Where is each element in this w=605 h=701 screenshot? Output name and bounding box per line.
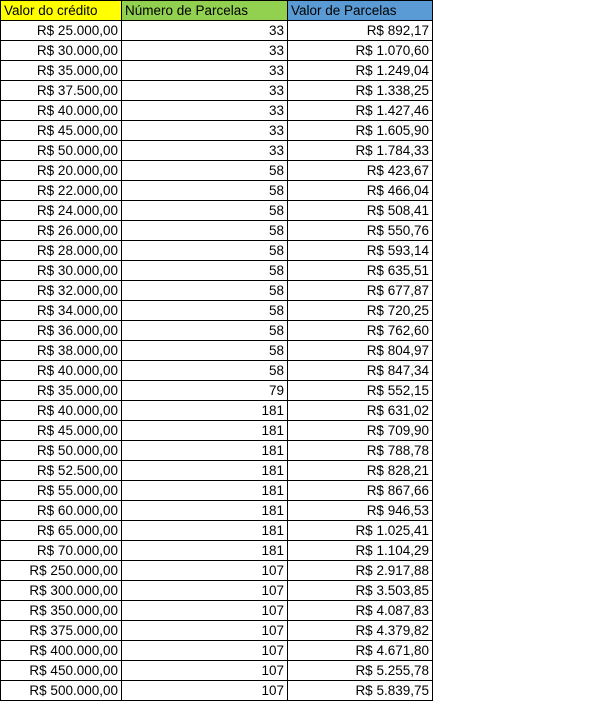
cell-valor-parcela[interactable]: R$ 4.087,83 [288,601,433,621]
table-row [1,641,433,661]
table-row [1,361,433,381]
cell-valor-parcela[interactable]: R$ 720,25 [288,301,433,321]
table-row [1,321,433,341]
cell-numero-parcelas[interactable]: 33 [122,101,288,121]
cell-valor-parcela[interactable]: R$ 709,90 [288,421,433,441]
cell-valor-credito[interactable]: R$ 40.000,00 [1,361,122,381]
cell-valor-credito[interactable]: R$ 65.000,00 [1,521,122,541]
cell-valor-parcela[interactable]: R$ 635,51 [288,261,433,281]
table-row [1,221,433,241]
cell-valor-parcela[interactable]: R$ 423,67 [288,161,433,181]
cell-numero-parcelas[interactable]: 181 [122,461,288,481]
cell-numero-parcelas[interactable]: 107 [122,641,288,661]
cell-valor-parcela[interactable]: R$ 466,04 [288,181,433,201]
cell-numero-parcelas[interactable]: 58 [122,361,288,381]
cell-valor-parcela[interactable]: R$ 631,02 [288,401,433,421]
table-row [1,561,433,581]
cell-valor-credito[interactable]: R$ 35.000,00 [1,61,122,81]
cell-numero-parcelas[interactable]: 33 [122,41,288,61]
cell-valor-parcela[interactable]: R$ 2.917,88 [288,561,433,581]
cell-valor-credito[interactable]: R$ 50.000,00 [1,441,122,461]
cell-valor-credito[interactable]: R$ 52.500,00 [1,461,122,481]
table-row [1,281,433,301]
table-row [1,461,433,481]
cell-numero-parcelas[interactable]: 58 [122,321,288,341]
table-row [1,21,433,41]
cell-valor-credito[interactable]: R$ 55.000,00 [1,481,122,501]
cell-valor-parcela[interactable]: R$ 4.671,80 [288,641,433,661]
cell-numero-parcelas[interactable]: 58 [122,221,288,241]
cell-valor-credito[interactable]: R$ 70.000,00 [1,541,122,561]
cell-valor-credito[interactable]: R$ 36.000,00 [1,321,122,341]
cell-valor-credito[interactable]: R$ 28.000,00 [1,241,122,261]
cell-valor-parcela[interactable]: R$ 593,14 [288,241,433,261]
cell-valor-credito[interactable]: R$ 37.500,00 [1,81,122,101]
cell-valor-credito[interactable]: R$ 26.000,00 [1,221,122,241]
table-row [1,441,433,461]
table-row [1,121,433,141]
cell-valor-parcela[interactable]: R$ 1.427,46 [288,101,433,121]
cell-valor-parcela[interactable]: R$ 1.338,25 [288,81,433,101]
cell-valor-parcela[interactable]: R$ 508,41 [288,201,433,221]
cell-valor-credito[interactable]: R$ 450.000,00 [1,661,122,681]
cell-numero-parcelas[interactable]: 181 [122,521,288,541]
cell-valor-parcela[interactable]: R$ 1.784,33 [288,141,433,161]
cell-numero-parcelas[interactable]: 107 [122,621,288,641]
table-row [1,501,433,521]
cell-valor-credito[interactable]: R$ 22.000,00 [1,181,122,201]
cell-numero-parcelas[interactable]: 58 [122,181,288,201]
cell-valor-credito[interactable]: R$ 400.000,00 [1,641,122,661]
cell-valor-parcela[interactable]: R$ 804,97 [288,341,433,361]
cell-valor-parcela[interactable]: R$ 892,17 [288,21,433,41]
cell-numero-parcelas[interactable]: 181 [122,441,288,461]
table-row [1,181,433,201]
header-row [1,1,433,21]
cell-valor-parcela[interactable]: R$ 5.839,75 [288,681,433,701]
cell-valor-parcela[interactable]: R$ 1.605,90 [288,121,433,141]
cell-valor-credito[interactable]: R$ 30.000,00 [1,41,122,61]
cell-numero-parcelas[interactable]: 107 [122,661,288,681]
cell-numero-parcelas[interactable]: 58 [122,161,288,181]
cell-numero-parcelas[interactable]: 79 [122,381,288,401]
table-row [1,681,433,701]
table-row [1,601,433,621]
cell-valor-credito[interactable]: R$ 350.000,00 [1,601,122,621]
cell-numero-parcelas[interactable]: 33 [122,61,288,81]
table-row [1,401,433,421]
cell-numero-parcelas[interactable]: 181 [122,421,288,441]
cell-numero-parcelas[interactable]: 58 [122,261,288,281]
cell-valor-parcela[interactable]: R$ 5.255,78 [288,661,433,681]
cell-valor-credito[interactable]: R$ 300.000,00 [1,581,122,601]
cell-valor-credito[interactable]: R$ 40.000,00 [1,401,122,421]
cell-valor-credito[interactable]: R$ 60.000,00 [1,501,122,521]
table-row [1,421,433,441]
cell-numero-parcelas[interactable]: 181 [122,481,288,501]
cell-numero-parcelas[interactable]: 33 [122,141,288,161]
cell-numero-parcelas[interactable]: 58 [122,201,288,221]
cell-numero-parcelas[interactable]: 33 [122,21,288,41]
cell-valor-credito[interactable]: R$ 250.000,00 [1,561,122,581]
cell-valor-credito[interactable]: R$ 500.000,00 [1,681,122,701]
cell-valor-credito[interactable]: R$ 375.000,00 [1,621,122,641]
cell-valor-parcela[interactable]: R$ 3.503,85 [288,581,433,601]
cell-valor-parcela[interactable]: R$ 946,53 [288,501,433,521]
cell-numero-parcelas[interactable]: 107 [122,681,288,701]
header-valor-de-parcelas[interactable]: Valor de Parcelas [288,1,433,21]
cell-valor-parcela[interactable]: R$ 788,78 [288,441,433,461]
cell-valor-credito[interactable]: R$ 50.000,00 [1,141,122,161]
table-row [1,101,433,121]
cell-valor-credito[interactable]: R$ 34.000,00 [1,301,122,321]
cell-valor-credito[interactable]: R$ 38.000,00 [1,341,122,361]
cell-valor-credito[interactable]: R$ 40.000,00 [1,101,122,121]
cell-numero-parcelas[interactable]: 33 [122,121,288,141]
cell-numero-parcelas[interactable]: 181 [122,401,288,421]
cell-valor-credito[interactable]: R$ 30.000,00 [1,261,122,281]
cell-numero-parcelas[interactable]: 181 [122,501,288,521]
cell-numero-parcelas[interactable]: 58 [122,241,288,261]
cell-valor-credito[interactable]: R$ 45.000,00 [1,421,122,441]
cell-valor-parcela[interactable]: R$ 847,34 [288,361,433,381]
table-row [1,301,433,321]
cell-valor-credito[interactable]: R$ 20.000,00 [1,161,122,181]
cell-valor-parcela[interactable]: R$ 1.249,04 [288,61,433,81]
table-row [1,81,433,101]
cell-numero-parcelas[interactable]: 58 [122,301,288,321]
cell-numero-parcelas[interactable]: 107 [122,581,288,601]
cell-numero-parcelas[interactable]: 33 [122,81,288,101]
cell-valor-parcela[interactable]: R$ 4.379,82 [288,621,433,641]
table-row [1,521,433,541]
table-row [1,481,433,501]
table-row [1,141,433,161]
cell-valor-parcela[interactable]: R$ 677,87 [288,281,433,301]
cell-numero-parcelas[interactable]: 181 [122,541,288,561]
cell-valor-parcela[interactable]: R$ 1.025,41 [288,521,433,541]
cell-valor-credito[interactable]: R$ 24.000,00 [1,201,122,221]
cell-valor-credito[interactable]: R$ 25.000,00 [1,21,122,41]
table-row [1,261,433,281]
cell-valor-credito[interactable]: R$ 35.000,00 [1,381,122,401]
table-row [1,341,433,361]
table-row [1,621,433,641]
table-row [1,381,433,401]
cell-valor-credito[interactable]: R$ 32.000,00 [1,281,122,301]
cell-numero-parcelas[interactable]: 58 [122,341,288,361]
header-numero-de-parcelas[interactable]: Número de Parcelas [122,1,288,21]
table-row [1,201,433,221]
cell-valor-credito[interactable]: R$ 45.000,00 [1,121,122,141]
cell-valor-parcela[interactable]: R$ 552,15 [288,381,433,401]
table-row [1,41,433,61]
cell-numero-parcelas[interactable]: 107 [122,601,288,621]
table-row [1,661,433,681]
cell-valor-parcela[interactable]: R$ 828,21 [288,461,433,481]
table-row [1,241,433,261]
table-row [1,161,433,181]
cell-valor-parcela[interactable]: R$ 762,60 [288,321,433,341]
table-row [1,581,433,601]
table-row [1,541,433,561]
table-row [1,61,433,81]
cell-valor-parcela[interactable]: R$ 550,76 [288,221,433,241]
cell-valor-parcela[interactable]: R$ 867,66 [288,481,433,501]
cell-valor-parcela[interactable]: R$ 1.070,60 [288,41,433,61]
cell-numero-parcelas[interactable]: 107 [122,561,288,581]
cell-valor-parcela[interactable]: R$ 1.104,29 [288,541,433,561]
header-valor-do-credito[interactable]: Valor do crédito [1,1,122,21]
cell-numero-parcelas[interactable]: 58 [122,281,288,301]
